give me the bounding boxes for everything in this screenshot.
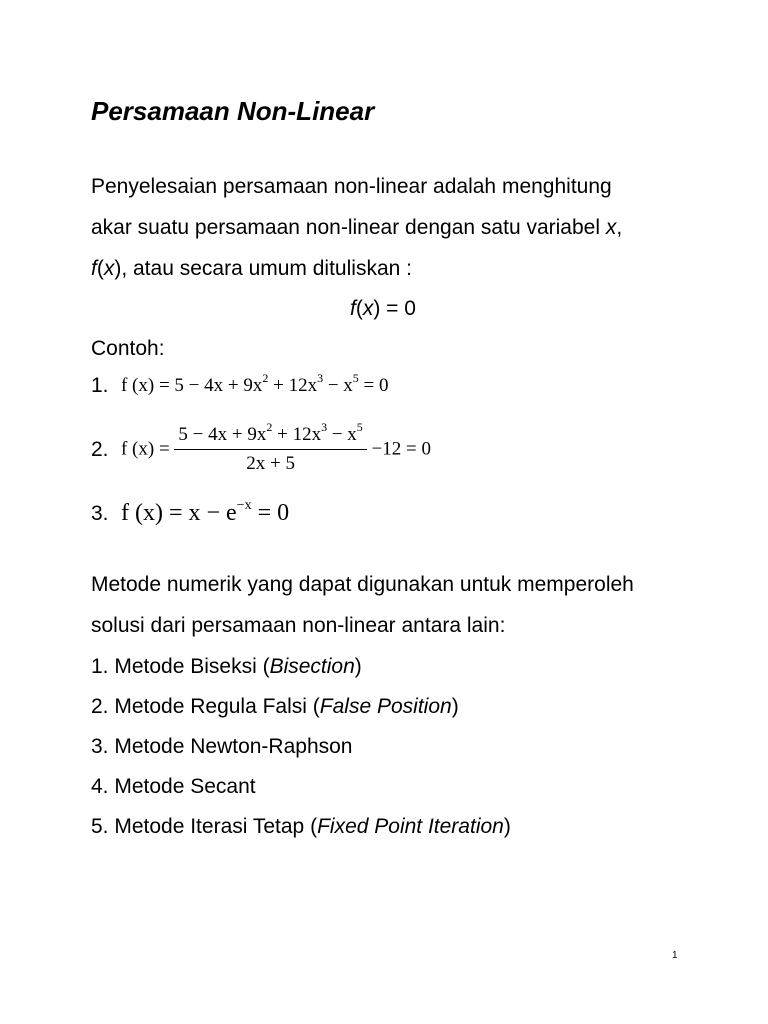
variable-x: x <box>362 297 374 320</box>
intro-line-1 <box>91 176 612 197</box>
method-item-2 <box>91 696 459 717</box>
example-3-equation <box>121 500 289 527</box>
method-item-5 <box>91 816 511 837</box>
paren-open: ( <box>96 257 104 280</box>
page-title: Persamaan Non-Linear <box>91 96 375 126</box>
eq-part: f (x) = <box>120 438 175 460</box>
page-number: 1 <box>672 950 678 961</box>
methods-intro-line-1: Metode numerik yang dapat digunakan untuk memperoleh <box>91 573 634 596</box>
method-label: 3. Metode Newton-Raphson <box>91 735 353 758</box>
intro-line-2-text: akar suatu persamaan non-linear dengan satu variabel <box>91 216 606 239</box>
method-suffix: ) <box>354 655 362 678</box>
method-item-3 <box>91 736 353 757</box>
fraction <box>174 420 366 475</box>
method-english-name: Bisection <box>269 655 355 678</box>
example-2-number: 2. <box>91 437 109 461</box>
fraction-numerator <box>174 420 366 450</box>
methods-intro-line-2: solusi dari persamaan non-linear antara lain: <box>91 614 506 637</box>
intro-line-1-text: Penyelesaian persamaan non-linear adalah menghitung <box>91 175 612 198</box>
method-item-4 <box>91 776 256 797</box>
fraction-denominator: 2x + 5 <box>246 453 295 474</box>
eq-exponent: 2 <box>266 420 273 434</box>
function-f: f <box>91 257 97 280</box>
method-label: 4. Metode Secant <box>91 775 256 798</box>
method-suffix: ) <box>451 695 459 718</box>
function-f: f <box>350 297 356 320</box>
example-2-equation <box>120 420 431 475</box>
eq-exponent: −x <box>236 498 252 513</box>
method-english-name: False Position <box>319 695 452 718</box>
example-1-number: 1. <box>91 374 109 397</box>
eq-exponent: 3 <box>317 371 324 385</box>
example-1 <box>91 371 389 398</box>
equation-rest: ) = 0 <box>373 297 416 320</box>
eq-part: + 12x <box>268 375 318 396</box>
example-3-number: 3. <box>91 501 109 525</box>
eq-part: 5 − 4x + 9x <box>178 424 267 445</box>
intro-line-2-end: , <box>616 216 623 239</box>
eq-exponent: 2 <box>262 371 269 385</box>
method-suffix: ) <box>503 815 511 838</box>
eq-part: − x <box>327 424 357 445</box>
variable-x: x <box>605 216 617 239</box>
example-3 <box>91 500 289 527</box>
eq-part: = 0 <box>358 375 389 396</box>
contoh-label: Contoh: <box>91 337 165 360</box>
paren-open: ( <box>355 297 363 320</box>
method-label: 1. Metode Biseksi ( <box>91 655 270 678</box>
example-2 <box>91 420 431 475</box>
method-label: 5. Metode Iterasi Tetap ( <box>91 815 318 838</box>
method-english-name: Fixed Point Iteration <box>317 815 504 838</box>
eq-part: + 12x <box>272 424 322 445</box>
eq-exponent: 3 <box>321 420 328 434</box>
eq-part: = 0 <box>251 500 290 526</box>
intro-line-3-rest: ), atau secara umum dituliskan : <box>114 257 412 280</box>
variable-x: x <box>103 257 115 280</box>
general-equation <box>350 298 416 319</box>
method-item-1 <box>91 656 362 677</box>
eq-part: −12 = 0 <box>366 438 431 460</box>
eq-part: f (x) = x − e <box>120 500 237 526</box>
example-1-equation <box>120 371 389 397</box>
eq-part: f (x) = 5 − 4x + 9x <box>120 375 263 396</box>
intro-line-3 <box>91 258 412 279</box>
intro-line-2 <box>91 217 622 238</box>
eq-exponent: 5 <box>352 371 359 385</box>
eq-exponent: 5 <box>356 420 363 434</box>
method-label: 2. Metode Regula Falsi ( <box>91 695 320 718</box>
eq-part: − x <box>323 375 353 396</box>
